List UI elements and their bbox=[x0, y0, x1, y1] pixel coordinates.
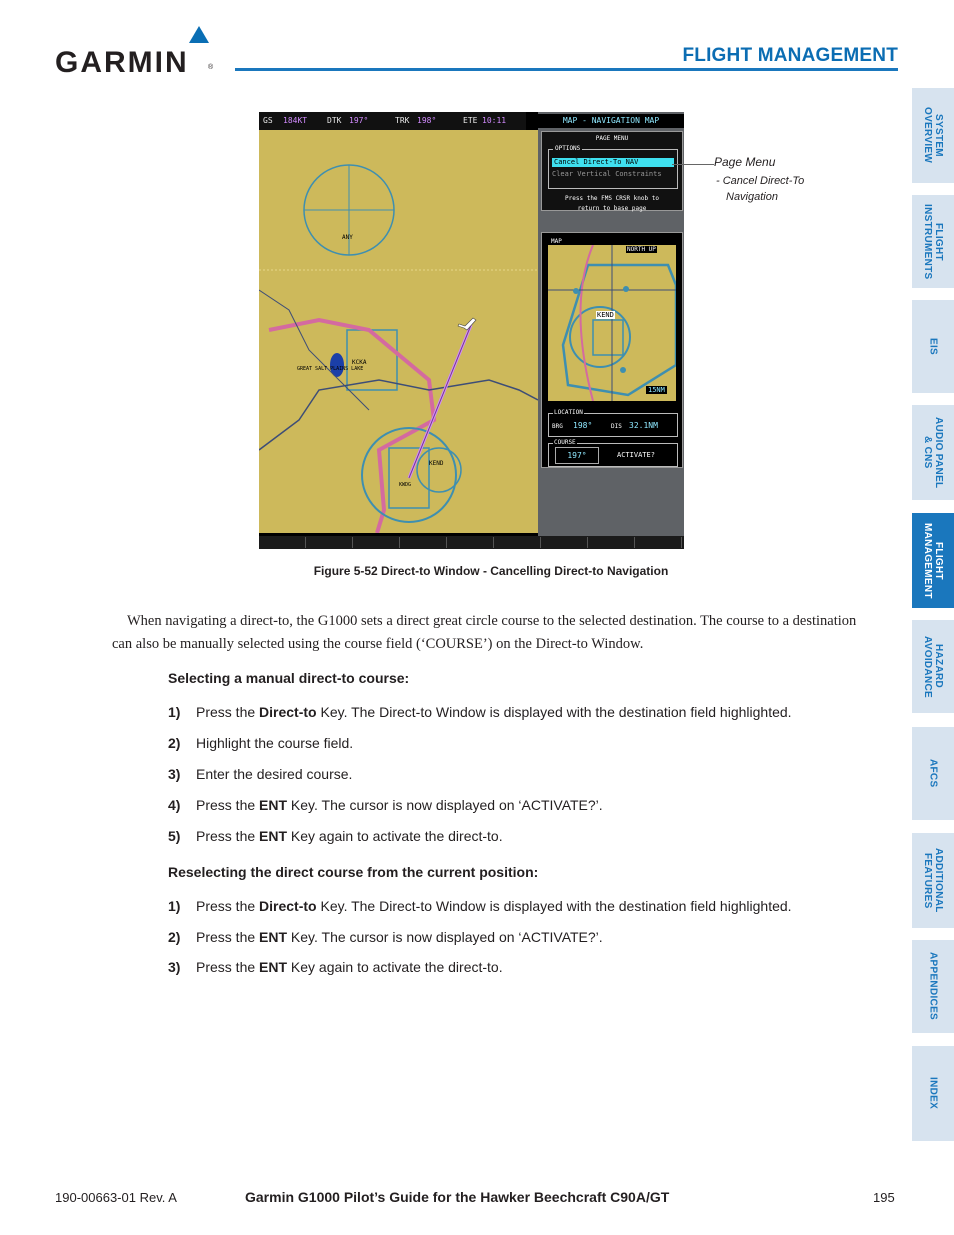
softkey[interactable] bbox=[635, 537, 682, 548]
gs-value: 184KT bbox=[283, 116, 308, 125]
figure-caption: Figure 5-52 Direct-to Window - Cancelling Direct-to Navigation bbox=[313, 564, 669, 578]
step-key: ENT bbox=[259, 959, 288, 975]
trk-value: 198° bbox=[417, 116, 437, 125]
right-panel bbox=[538, 112, 684, 536]
tab-hazard-avoidance[interactable] bbox=[912, 620, 954, 713]
map-label-any: ANY bbox=[342, 234, 353, 241]
course-field[interactable]: 197° bbox=[555, 447, 599, 464]
side-tabs bbox=[912, 0, 954, 1235]
step-text: Key again to activate the direct-to. bbox=[287, 959, 503, 975]
step-key: Direct-to bbox=[259, 704, 317, 720]
logo-wordmark: GARMIN bbox=[55, 46, 189, 79]
dtk-label: DTK bbox=[327, 116, 342, 125]
tab-label: ADDITIONAL FEATURES bbox=[922, 848, 944, 913]
callout-line: - Cancel Direct-To bbox=[716, 175, 805, 187]
page-menu-window bbox=[541, 131, 683, 211]
tab-label: SYSTEM OVERVIEW bbox=[922, 107, 944, 164]
doc-number: 190-00663-01 Rev. A bbox=[55, 1190, 177, 1205]
softkey[interactable] bbox=[588, 537, 635, 548]
map-range-label[interactable]: 15NM bbox=[648, 386, 665, 394]
tab-label: APPENDICES bbox=[927, 952, 939, 1021]
step-text: Press the bbox=[196, 929, 260, 945]
map-graphics bbox=[259, 130, 538, 533]
tab-label: AFCS bbox=[927, 759, 939, 788]
step-number: 1) bbox=[168, 898, 181, 914]
softkey[interactable] bbox=[353, 537, 400, 548]
panel-title: MAP - NAVIGATION MAP bbox=[538, 114, 684, 128]
dis-label: DIS bbox=[611, 423, 622, 430]
step-key: ENT bbox=[259, 828, 288, 844]
step-number: 5) bbox=[168, 828, 181, 844]
procedure-step bbox=[168, 735, 353, 751]
cancel-direct-to-nav-option[interactable]: Cancel Direct-To NAV bbox=[552, 158, 674, 167]
step-number: 3) bbox=[168, 959, 181, 975]
direct-to-window bbox=[541, 232, 683, 468]
map-label-great-salt-plains: GREAT SALT PLAINS LAKE bbox=[297, 366, 364, 372]
options-label: OPTIONS bbox=[555, 145, 581, 152]
north-up-label: NORTH UP bbox=[627, 246, 656, 253]
section-title: FLIGHT MANAGEMENT bbox=[682, 45, 898, 66]
step-number: 2) bbox=[168, 735, 181, 751]
options-group bbox=[548, 145, 678, 189]
step-key: ENT bbox=[259, 929, 288, 945]
direct-to-minimap bbox=[548, 245, 676, 401]
callout-description bbox=[716, 173, 804, 205]
page-menu-note bbox=[542, 194, 682, 214]
dtk-value: 197° bbox=[349, 116, 369, 125]
tab-flight-instruments[interactable] bbox=[912, 195, 954, 288]
garmin-logo bbox=[55, 26, 220, 79]
tab-eis[interactable] bbox=[912, 300, 954, 393]
ete-label: ETE bbox=[463, 116, 478, 125]
location-group bbox=[548, 409, 678, 437]
course-label: COURSE bbox=[554, 439, 576, 446]
step-text: Press the bbox=[196, 828, 260, 844]
page-number: 195 bbox=[873, 1190, 895, 1205]
procedure-step bbox=[168, 898, 792, 914]
procedure-step bbox=[168, 766, 352, 782]
page-menu-note-line: Press the FMS CRSR knob to bbox=[565, 195, 659, 202]
softkey[interactable] bbox=[259, 537, 306, 548]
procedure-heading: Reselecting the direct course from the current position: bbox=[168, 864, 539, 880]
step-text: Key. The Direct-to Window is displayed with the destination field highlighted. bbox=[316, 704, 792, 720]
step-text: Press the bbox=[196, 959, 260, 975]
brg-value: 198° bbox=[573, 421, 593, 430]
softkey[interactable] bbox=[306, 537, 353, 548]
step-number: 2) bbox=[168, 929, 181, 945]
tab-system-overview[interactable] bbox=[912, 88, 954, 183]
dis-value: 32.1NM bbox=[629, 421, 658, 430]
step-number: 3) bbox=[168, 766, 181, 782]
procedure-step bbox=[168, 797, 603, 813]
softkey[interactable] bbox=[447, 537, 494, 548]
procedure-step bbox=[168, 959, 503, 975]
nav-status-bar bbox=[259, 112, 526, 130]
map-label-kcka: KCKA bbox=[352, 359, 367, 366]
brg-label: BRG bbox=[552, 423, 563, 430]
procedure-heading: Selecting a manual direct-to course: bbox=[168, 670, 410, 686]
tab-label: FLIGHT MANAGEMENT bbox=[922, 522, 944, 599]
step-key: Direct-to bbox=[259, 898, 317, 914]
tab-audio-panel-cns[interactable] bbox=[912, 405, 954, 500]
course-group bbox=[548, 439, 678, 467]
step-text: Press the bbox=[196, 898, 260, 914]
tab-label: INDEX bbox=[927, 1077, 939, 1110]
softkey[interactable] bbox=[494, 537, 541, 548]
softkey[interactable] bbox=[400, 537, 447, 548]
step-number: 4) bbox=[168, 797, 181, 813]
tab-additional-features[interactable] bbox=[912, 833, 954, 928]
clear-vertical-constraints-option[interactable]: Clear Vertical Constraints bbox=[552, 170, 662, 178]
minimap-waypoint-label: KEND bbox=[597, 311, 614, 319]
callout-title: Page Menu bbox=[714, 155, 776, 169]
page-menu-note-line: return to base page bbox=[577, 205, 647, 212]
step-text: Key. The cursor is now displayed on ‘ACTIVATE?’. bbox=[287, 797, 603, 813]
navigation-map[interactable] bbox=[259, 130, 538, 533]
footer-title: Garmin G1000 Pilot’s Guide for the Hawker Beechcraft C90A/GT bbox=[245, 1189, 670, 1205]
callout-line: Navigation bbox=[726, 191, 778, 203]
gs-label: GS bbox=[263, 116, 273, 125]
step-text: Key again to activate the direct-to. bbox=[287, 828, 503, 844]
procedure-step bbox=[168, 828, 503, 844]
step-text: Highlight the course field. bbox=[196, 735, 354, 751]
logo-registered-mark: ® bbox=[208, 64, 214, 71]
tab-label: FLIGHT INSTRUMENTS bbox=[922, 203, 944, 280]
ete-value: 10:11 bbox=[482, 116, 507, 125]
map-label-kwdg: KWDG bbox=[399, 482, 412, 488]
step-text: Key. The Direct-to Window is displayed with the destination field highlighted. bbox=[316, 898, 792, 914]
step-text: Press the bbox=[196, 797, 260, 813]
tab-flight-management[interactable] bbox=[912, 513, 954, 608]
softkey[interactable] bbox=[541, 537, 588, 548]
procedure-step bbox=[168, 929, 603, 945]
header-rule bbox=[235, 68, 898, 71]
trk-label: TRK bbox=[395, 116, 410, 125]
step-number: 1) bbox=[168, 704, 181, 720]
step-text: Enter the desired course. bbox=[196, 766, 353, 782]
g1000-screenshot bbox=[259, 112, 684, 549]
procedure-step bbox=[168, 704, 792, 720]
map-label-kend: KEND bbox=[429, 460, 444, 467]
tab-appendices[interactable] bbox=[912, 940, 954, 1033]
logo-triangle-icon bbox=[189, 26, 209, 43]
activate-button[interactable]: ACTIVATE? bbox=[617, 451, 655, 459]
step-key: ENT bbox=[259, 797, 288, 813]
tab-afcs[interactable] bbox=[912, 727, 954, 820]
softkey-bar bbox=[259, 536, 684, 549]
location-label: LOCATION bbox=[554, 409, 583, 416]
step-text: Press the bbox=[196, 704, 260, 720]
callout-leader-line bbox=[672, 164, 714, 165]
tab-index[interactable] bbox=[912, 1046, 954, 1141]
tab-label: HAZARD AVOIDANCE bbox=[922, 635, 944, 698]
minimap-graphics bbox=[548, 245, 676, 401]
tab-label: EIS bbox=[927, 337, 939, 356]
tab-label: AUDIO PANEL & CNS bbox=[922, 416, 944, 489]
page-menu-title: PAGE MENU bbox=[595, 135, 629, 142]
minimap-label: MAP bbox=[551, 238, 562, 245]
body-paragraph: When navigating a direct-to, the G1000 sets a direct great circle course to the selected destination. The course to a destination can also be manually selected using the course field (‘COURSE’) on the Direct-to Window. bbox=[112, 613, 857, 652]
step-text: Key. The cursor is now displayed on ‘ACTIVATE?’. bbox=[287, 929, 603, 945]
